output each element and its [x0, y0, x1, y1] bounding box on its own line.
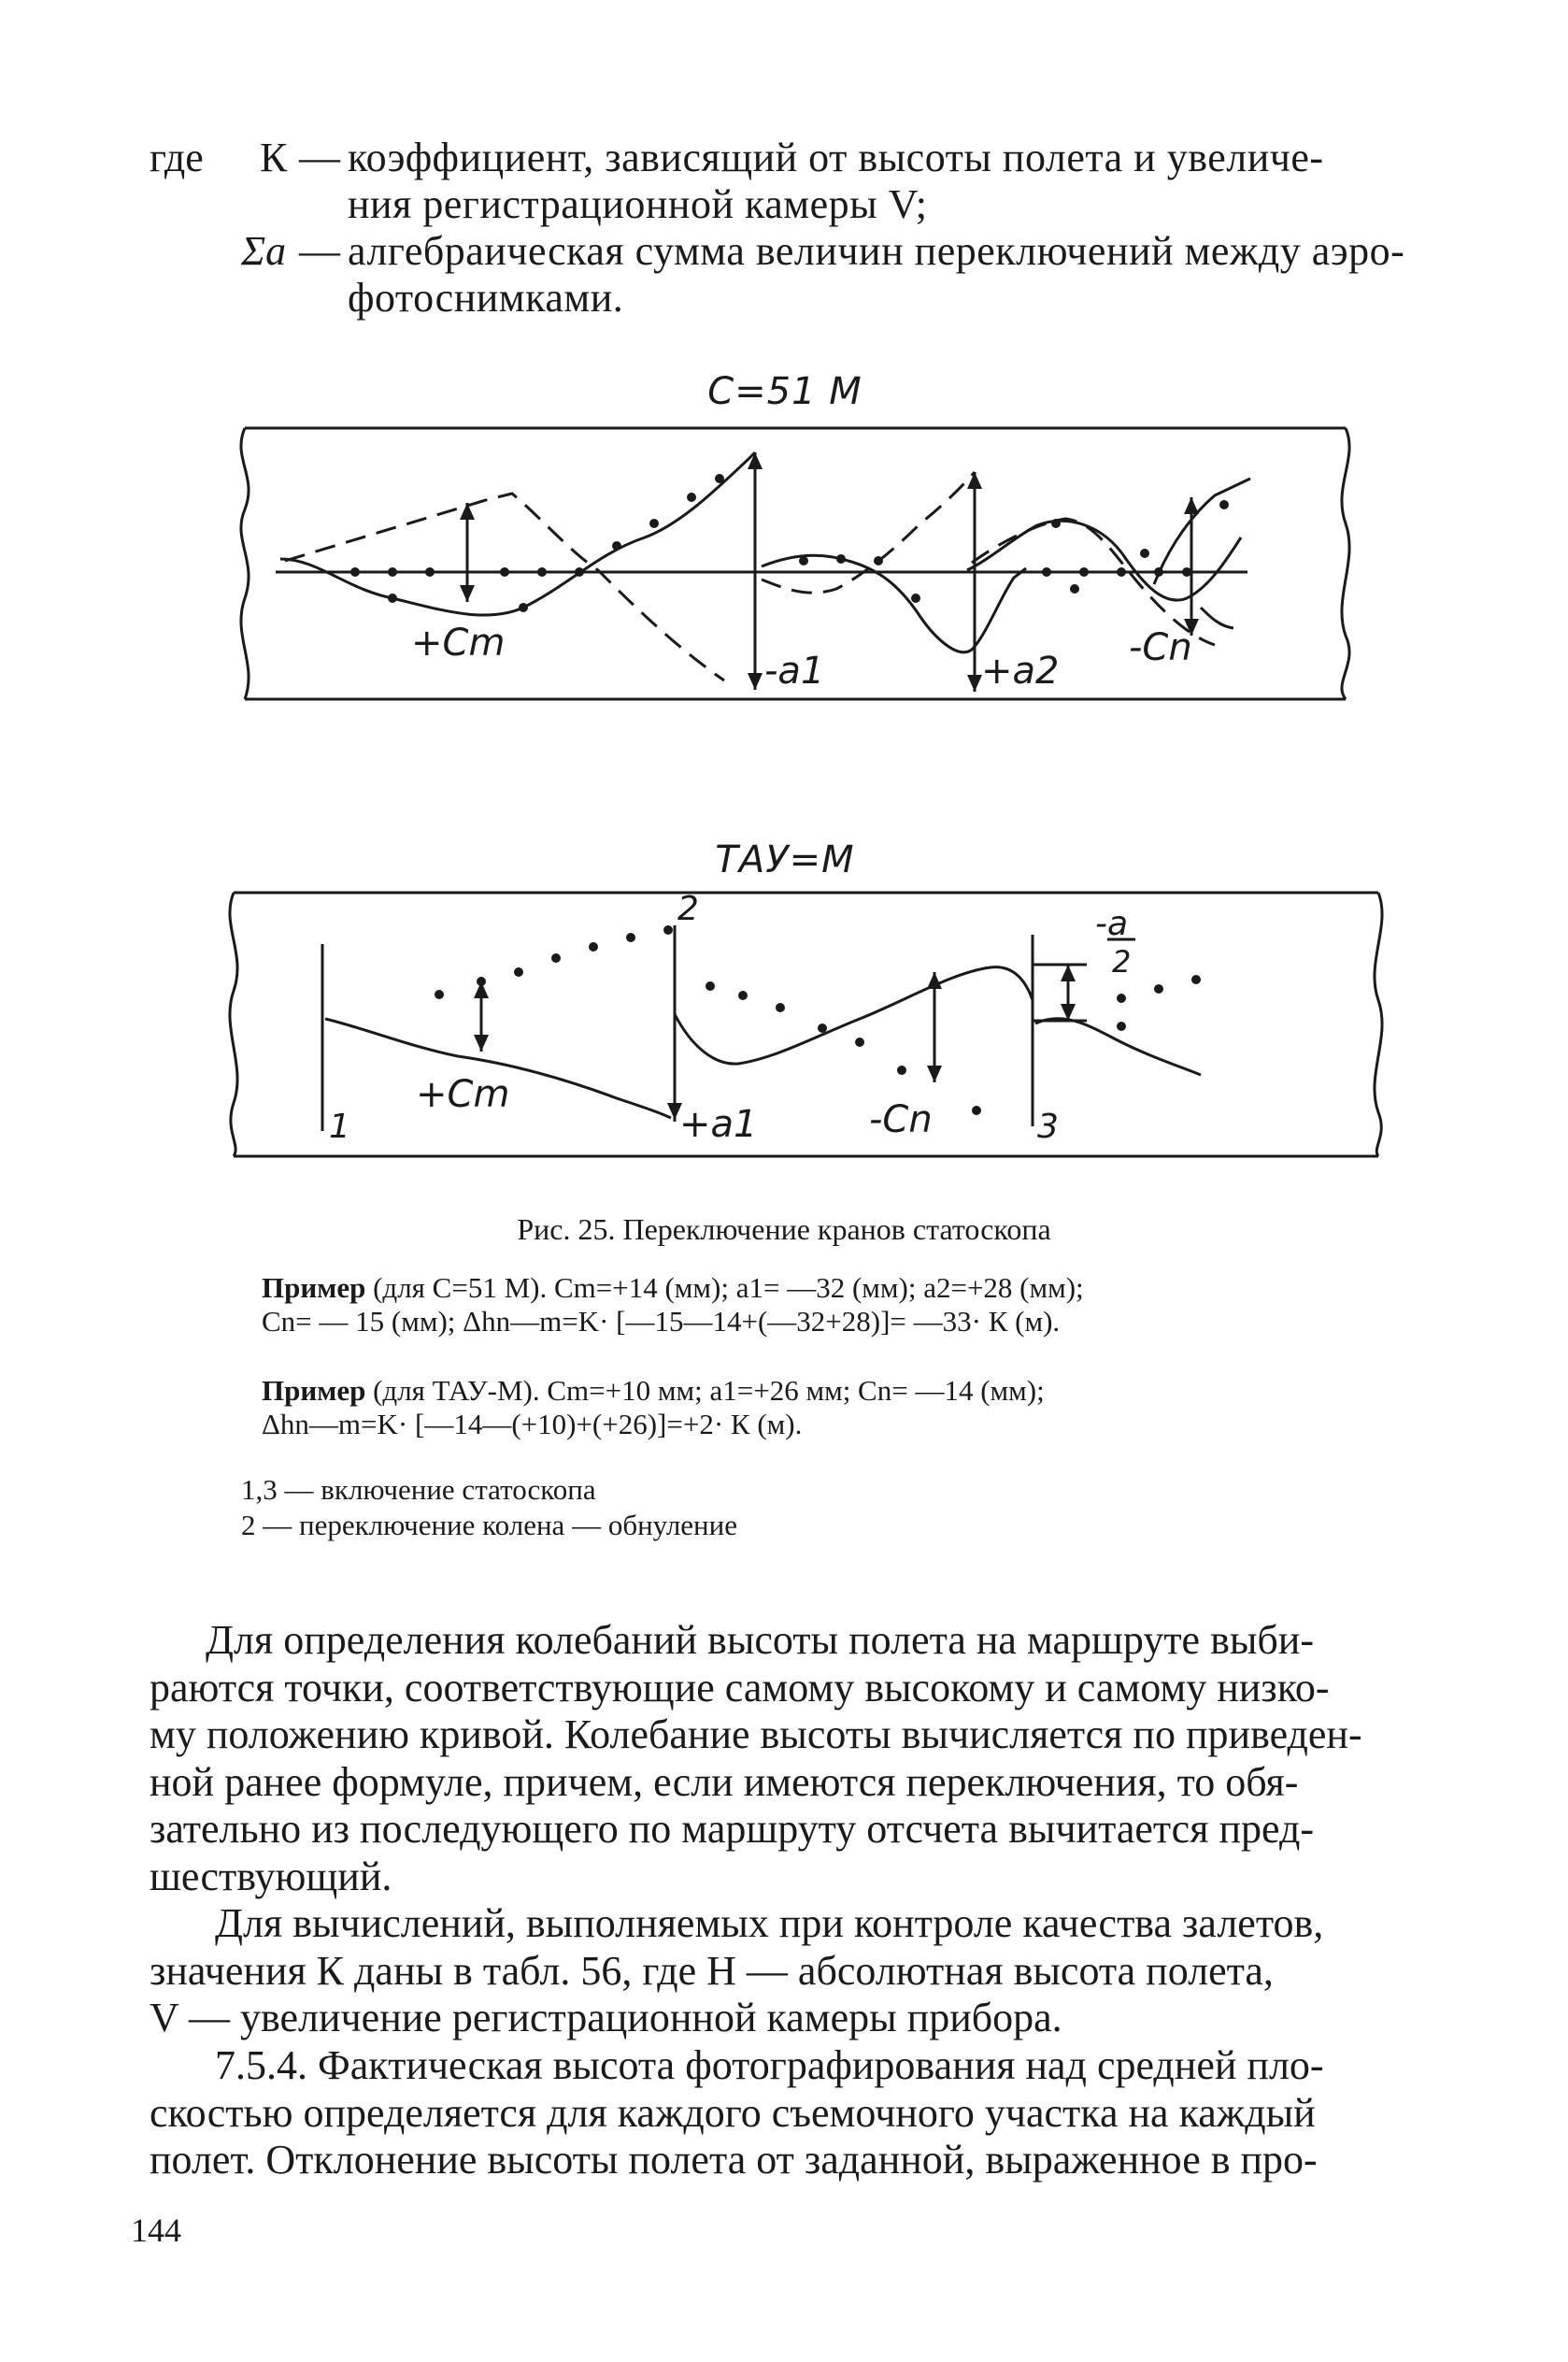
label-minus-a-half-den: 2	[1112, 944, 1132, 980]
paragraph-line: полет. Отклонение высоты полета от заданной, выраженное в про-	[150, 2137, 1318, 2183]
paragraph-line: 7.5.4. Фактическая высота фотографирования над средней пло-	[215, 2042, 1324, 2088]
label-minus-a-half-num: -a	[1095, 905, 1129, 943]
paragraph-line: Для определения колебаний высоты полета на маршруте выби-	[206, 1617, 1315, 1663]
definition-prefix: где	[150, 135, 204, 180]
legend	[241, 1472, 737, 1543]
figure-bottom-title: ТАУ=М	[715, 838, 855, 881]
paragraph-line: му положению кривой. Колебание высоты вычисляется по приведен-	[150, 1711, 1362, 1757]
page-number: 144	[131, 2212, 181, 2249]
paragraph-line: Для вычислений, выполняемых при контроле качества залетов,	[215, 1900, 1324, 1946]
paragraph-line: шествующий.	[150, 1853, 392, 1899]
example-line: Cn= — 15 (мм); Δhn—m=K· [—15—14+(—32+28)]= —33· К (м).	[262, 1305, 1061, 1338]
label-plus-a2: +a2	[981, 650, 1060, 693]
legend-item: 2 — переключение колена — обнуление	[241, 1509, 737, 1541]
label-minus-a1: -a1	[764, 650, 825, 693]
paragraph-2	[150, 1900, 1425, 2042]
paragraph-3	[150, 2042, 1425, 2184]
solid-curve-5	[1201, 608, 1233, 628]
definition-text-line: ния регистрационной камеры V;	[348, 181, 928, 227]
definition-text-line: алгебраическая сумма величин переключений между аэро-	[348, 228, 1405, 274]
label-marker-1: 1	[329, 1108, 350, 1146]
definition-dash: —	[299, 228, 340, 274]
label-plus-cm: +Cm	[416, 1073, 510, 1116]
solid-curve	[280, 452, 755, 615]
frame-left-wavy	[241, 428, 249, 699]
figure-top-diagram	[0, 0, 1568, 748]
label-plus-cm: +Cm	[411, 622, 506, 665]
figure-top-title: C=51 M	[707, 370, 862, 413]
definition-dash: —	[299, 135, 340, 180]
example-2	[262, 1374, 1045, 1441]
figure-caption: Рис. 25. Переключение кранов статоскопа	[517, 1212, 1051, 1246]
dashed-curve-2	[762, 472, 975, 593]
frame-left-wavy	[230, 893, 237, 1156]
example-line: Δhn—m=K· [—14—(+10)+(+26)]=+2· К (м).	[262, 1408, 803, 1440]
paragraph-line: значения К даны в табл. 56, где Н — абсолютная высота полета,	[150, 1947, 1274, 1994]
definition-term-k: К	[260, 135, 288, 180]
definition-text-line: коэффициент, зависящий от высоты полета и увеличе-	[348, 135, 1324, 180]
example-label: Пример	[262, 1374, 366, 1407]
solid-curve-4	[1154, 479, 1250, 584]
figure-bottom-diagram	[0, 841, 1568, 1178]
solid-curve-2	[762, 555, 1026, 651]
paragraph-line: V — увеличение регистрационной камеры прибора.	[150, 1995, 1062, 2040]
solid-curve-2	[675, 967, 1033, 1064]
paragraph-line: раются точки, соответствующие самому высокому и самому низко-	[150, 1664, 1330, 1711]
label-marker-3: 3	[1037, 1108, 1059, 1146]
paragraph-1	[150, 1617, 1425, 1900]
paragraph-line: ной ранее формуле, причем, если имеются переключения, то обя-	[150, 1758, 1299, 1805]
example-1	[262, 1271, 1084, 1338]
definition-text-line: фотоснимками.	[348, 275, 624, 321]
legend-item: 1,3 — включение статоскопа	[241, 1473, 596, 1506]
example-line: (для С=51 М). Cm=+14 (мм); a1= —32 (мм); a2=+28 (мм);	[373, 1271, 1084, 1304]
label-marker-2: 2	[677, 890, 699, 928]
example-label: Пример	[262, 1271, 366, 1304]
definition-term-sum: Σa	[241, 228, 287, 274]
label-minus-cn: -Cn	[1129, 626, 1192, 669]
example-line: (для ТАУ-М). Cm=+10 мм; a1=+26 мм; Cn= —14 (мм);	[373, 1374, 1045, 1407]
paragraph-line: скостью определяется для каждого съемочного участка на каждый	[150, 2089, 1316, 2136]
label-plus-a1: +a1	[679, 1103, 758, 1146]
paragraph-line: зательно из последующего по маршруту отсчета вычитается пред-	[150, 1806, 1314, 1852]
label-minus-cn: -Cn	[869, 1098, 933, 1141]
frame-right-wavy	[1342, 428, 1349, 699]
frame-right-wavy	[1375, 893, 1382, 1156]
